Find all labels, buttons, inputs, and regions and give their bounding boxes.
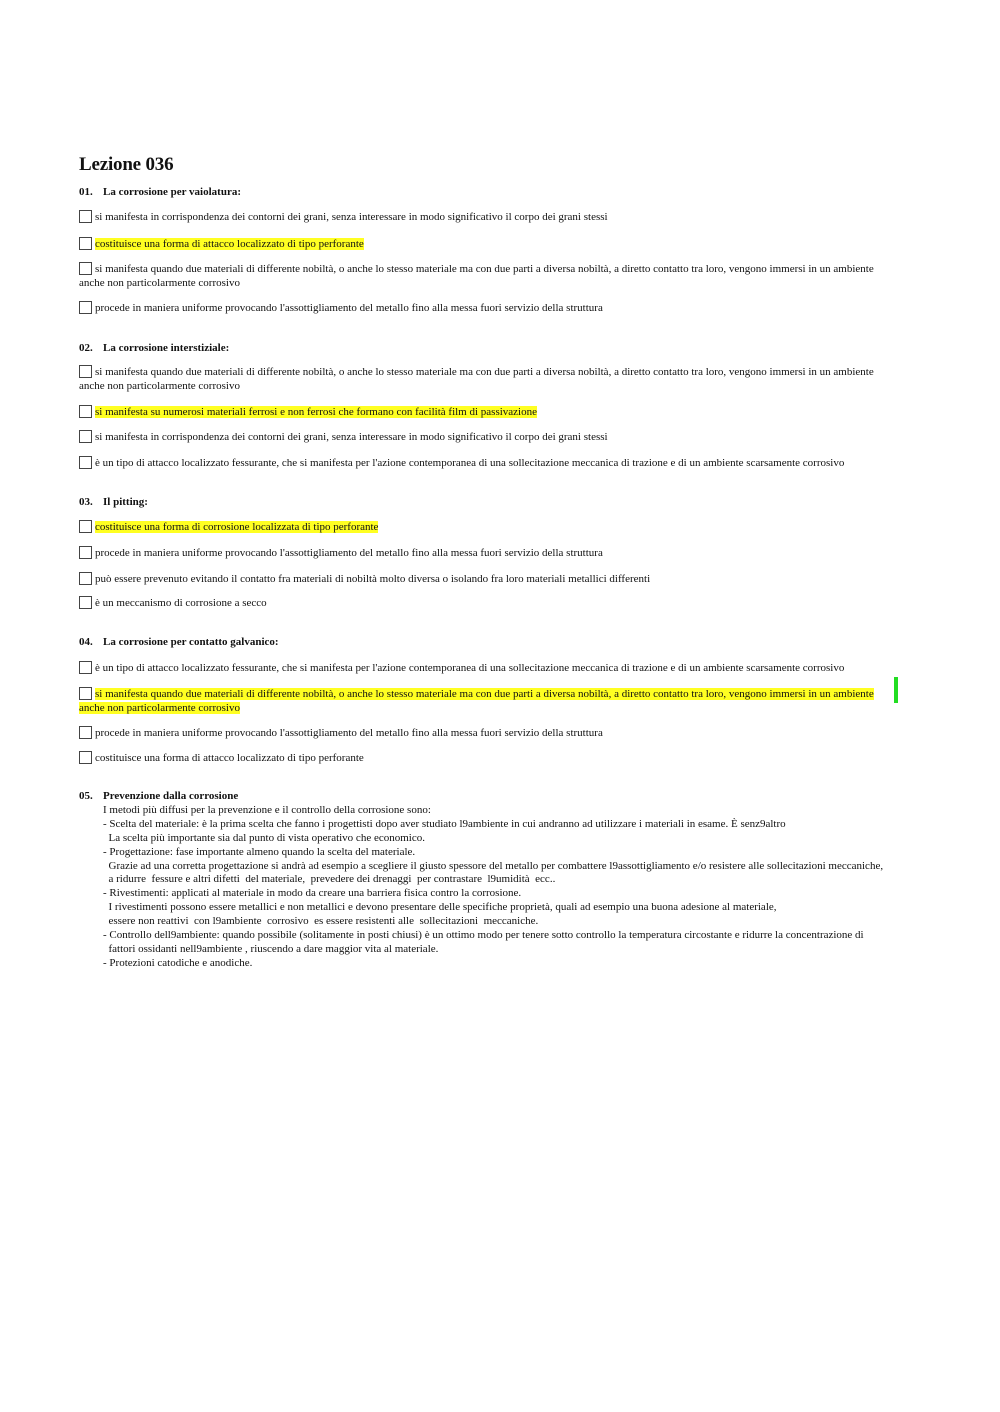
body-line: - Controllo dell9ambiente: quando possibile (solitamente in posti chiusi) è un ottimo modo per tenere sotto controllo la temperatura circostante e ridurre la concentrazione di	[103, 929, 864, 942]
body-line: - Protezioni catodiche e anodiche.	[103, 956, 253, 969]
body-line: I metodi più diffusi per la prevenzione e il controllo della corrosione sono:	[103, 803, 431, 816]
section-title: Prevenzione dalla corrosione	[103, 790, 239, 802]
body-line: Grazie ad una corretta progettazione si andrà ad esempio a scegliere il giusto spessore del metallo per combattere l9assottigliamento e/o resistere alle sollecitazioni meccaniche,	[103, 859, 884, 872]
answer-text: si manifesta quando due materiali di differente nobiltà, o anche lo stesso materiale ma con due parti a diversa nobiltà, a diretto contatto tra loro, vengono immersi in un ambiente anche non particolarmente corrosivo	[79, 688, 874, 714]
question-number: 02.	[79, 342, 93, 354]
answer-option-highlighted	[79, 687, 889, 715]
question-number: 01.	[79, 186, 93, 198]
answer-option	[79, 546, 899, 560]
section-heading	[79, 790, 959, 804]
answer-text: è un meccanismo di corrosione a secco	[95, 597, 267, 609]
section-number: 05.	[79, 790, 93, 802]
answer-text: si manifesta in corrispondenza dei contorni dei grani, senza interessare in modo significativo il corpo dei grani stessi	[95, 431, 608, 443]
body-line: - Rivestimenti: applicati al materiale in modo da creare una barriera fisica contro la corrosione.	[103, 887, 522, 900]
answer-text: si manifesta su numerosi materiali ferrosi e non ferrosi che formano con facilità film di passivazione	[95, 406, 537, 418]
answer-checkbox[interactable]	[79, 751, 92, 764]
answer-checkbox[interactable]	[79, 661, 92, 674]
body-line: I rivestimenti possono essere metallici e non metallici e devono presentare delle specifiche proprietà, quali ad esempio una buona adesione al materiale,	[103, 901, 777, 914]
answer-checkbox[interactable]	[79, 210, 92, 223]
question-number: 03.	[79, 496, 93, 508]
answer-checkbox[interactable]	[79, 365, 92, 378]
answer-checkbox[interactable]	[79, 262, 92, 275]
answer-option-highlighted	[79, 520, 899, 534]
lesson-title: Lezione 036	[79, 154, 174, 175]
answer-text: procede in maniera uniforme provocando l'assottigliamento del metallo fino alla messa fuori servizio della struttura	[95, 727, 603, 739]
answer-option-highlighted	[79, 237, 899, 251]
body-line: a ridurre fessure e altri difetti del materiale, prevedere dei drenaggi per contrastare l9umidità ecc..	[103, 873, 556, 886]
answer-checkbox[interactable]	[79, 456, 92, 469]
answer-text: si manifesta quando due materiali di differente nobiltà, o anche lo stesso materiale ma con due parti a diversa nobiltà, a diretto contatto tra loro, vengono immersi in un ambiente anche non particolarmente corrosivo	[79, 263, 874, 289]
answer-option	[79, 365, 899, 393]
question-3-heading	[79, 496, 148, 508]
answer-text: costituisce una forma di corrosione localizzata di tipo perforante	[95, 521, 379, 533]
answer-option	[79, 726, 899, 740]
answer-text: procede in maniera uniforme provocando l'assottigliamento del metallo fino alla messa fuori servizio della struttura	[95, 302, 603, 314]
body-line: - Scelta del materiale: è la prima scelta che fanno i progettisti dopo aver studiato l9ambiente in cui andranno ad utilizzare i materiali in esame. È senz9altro	[103, 817, 786, 830]
body-line: La scelta più importante sia dal punto di vista operativo che economico.	[103, 831, 425, 844]
answer-text: è un tipo di attacco localizzato fessurante, che si manifesta per l'azione contemporanea di una sollecitazione meccanica di trazione e di un ambiente scarsamente corrosivo	[95, 457, 845, 469]
answer-checkbox[interactable]	[79, 520, 92, 533]
answer-checkbox[interactable]	[79, 301, 92, 314]
answer-option	[79, 456, 899, 470]
answer-checkbox[interactable]	[79, 596, 92, 609]
answer-checkbox[interactable]	[79, 572, 92, 585]
question-text: La corrosione per vaiolatura:	[103, 186, 241, 198]
answer-text: costituisce una forma di attacco localizzato di tipo perforante	[95, 238, 364, 250]
body-line: essere non reattivi con l9ambiente corrosivo es essere resistenti alle sollecitazioni meccaniche.	[103, 915, 539, 928]
body-line: fattori ossidanti nell9ambiente , riuscendo a dare maggior vita al materiale.	[103, 942, 439, 955]
answer-text: costituisce una forma di attacco localizzato di tipo perforante	[95, 752, 364, 764]
answer-checkbox[interactable]	[79, 430, 92, 443]
question-text: La corrosione per contatto galvanico:	[103, 636, 279, 648]
answer-text: è un tipo di attacco localizzato fessurante, che si manifesta per l'azione contemporanea di una sollecitazione meccanica di trazione e di un ambiente scarsamente corrosivo	[95, 662, 845, 674]
answer-checkbox[interactable]	[79, 726, 92, 739]
answer-checkbox[interactable]	[79, 546, 92, 559]
question-number: 04.	[79, 636, 93, 648]
answer-option	[79, 751, 899, 765]
answer-option	[79, 596, 899, 610]
answer-option	[79, 301, 899, 315]
answer-text: può essere prevenuto evitando il contatto fra materiali di nobiltà molto diversa o isolando fra loro materiali metallici differenti	[95, 573, 651, 585]
question-text: La corrosione interstiziale:	[103, 342, 230, 354]
answer-option	[79, 572, 899, 586]
question-4-heading	[79, 636, 279, 648]
question-2-heading	[79, 342, 229, 354]
answer-option	[79, 661, 899, 675]
answer-text: si manifesta quando due materiali di differente nobiltà, o anche lo stesso materiale ma con due parti a diversa nobiltà, a diretto contatto tra loro, vengono immersi in un ambiente anche non particolarmente corrosivo	[79, 366, 874, 392]
answer-option-highlighted	[79, 405, 899, 419]
prevention-section	[79, 790, 959, 971]
answer-checkbox[interactable]	[79, 405, 92, 418]
selection-marker	[894, 677, 898, 703]
question-1-heading	[79, 186, 241, 198]
question-text: Il pitting:	[103, 496, 148, 508]
answer-option	[79, 210, 899, 224]
answer-option	[79, 262, 899, 290]
answer-checkbox[interactable]	[79, 237, 92, 250]
answer-text: procede in maniera uniforme provocando l'assottigliamento del metallo fino alla messa fuori servizio della struttura	[95, 547, 603, 559]
answer-text: si manifesta in corrispondenza dei contorni dei grani, senza interessare in modo significativo il corpo dei grani stessi	[95, 211, 608, 223]
body-line: - Progettazione: fase importante almeno quando la scelta del materiale.	[103, 845, 416, 858]
answer-option	[79, 430, 899, 444]
answer-checkbox[interactable]	[79, 687, 92, 700]
section-body	[79, 804, 959, 971]
